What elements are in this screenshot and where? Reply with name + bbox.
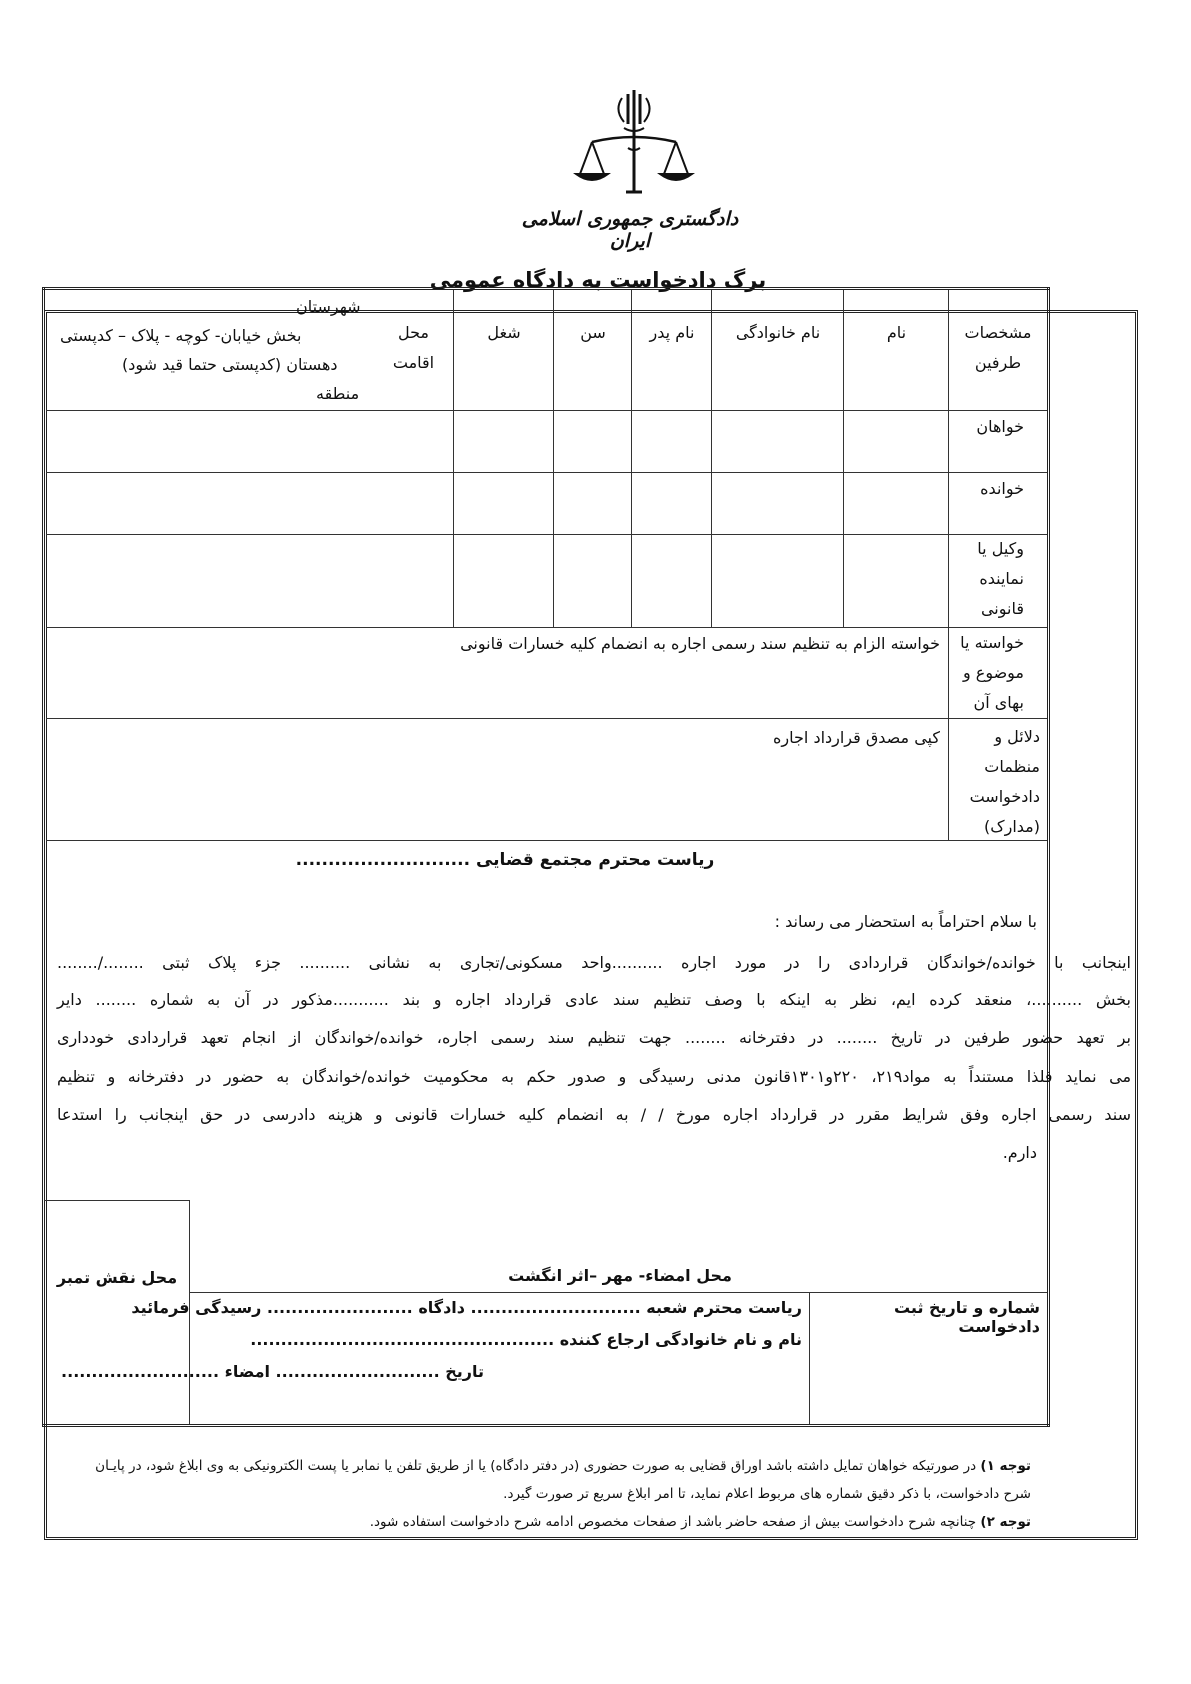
registration-label: شماره و تاریخ ثبت دادخواست bbox=[893, 1298, 1040, 1336]
letter-line: بخش ..........، منعقد کرده ایم، نظر به اینکه با وصف تنظیم سند عادی قرارداد اجاره و بند ...........مذکور در آن به شماره ........ دایر bbox=[57, 990, 1131, 1009]
letter-line: سند رسمی اجاره وفق شرایط مقرر در قرارداد اجاره مورخ / / به انضمام کلیه خسارات قانونی و هزینه دادرسی در حق اینجانب را استدعا bbox=[57, 1105, 1131, 1124]
iran-judiciary-emblem-icon bbox=[572, 88, 696, 206]
note-1-line-2: شرح دادخواست، با ذکر دقیق شماره های مربوط اعلام نماید، تا امر ابلاغ سریع تر صورت گیرد. bbox=[503, 1486, 1031, 1502]
row-plaintiff: خواهان bbox=[976, 417, 1024, 436]
row-agent: وکیل یا نماینده قانونی bbox=[977, 539, 1024, 618]
letter-line: بر تعهد حضور طرفین در تاریخ ........ در دفترخانه ........ جهت تنظیم سند رسمی اجاره، خوانده/خواندگان از انجام تعهد قراردادی خودداری bbox=[57, 1028, 1131, 1047]
col-father-name: نام پدر bbox=[649, 323, 695, 342]
page-title: برگ دادخواست به دادگاه عمومی bbox=[429, 268, 767, 292]
col-job: شغل bbox=[487, 323, 521, 342]
col-age: سن bbox=[580, 323, 606, 342]
letter-greeting: با سلام احتراماً به استحضار می رساند : bbox=[774, 912, 1037, 931]
note-2: توجه ۲) چنانچه شرح دادخواست بیش از صفحه حاضر باشد از صفحات مخصوص ادامه شرح دادخواست استفاده شود. bbox=[369, 1514, 1031, 1530]
address-format: شهرستان بخش خیابان- کوچه - پلاک – کدپستی دهستان (کدپستی حتما قید شود) منطقه bbox=[60, 297, 361, 403]
signature-place: محل امضاء- مهر –اثر انگشت bbox=[508, 1266, 732, 1285]
col-first-name: نام bbox=[886, 323, 907, 342]
date-signature-line: تاریخ ........................... امضاء .......................... bbox=[61, 1362, 484, 1381]
col-residence: محل اقامت bbox=[392, 323, 435, 372]
referral-line: ریاست محترم شعبه ............................ دادگاه ........................ رسیدگی فرمائید bbox=[131, 1298, 802, 1317]
letter-line: اینجانب با خوانده/خواندگان قراردادی را در مورد اجاره ..........واحد مسکونی/تجاری به نشانی .......... جزء پلاک ثبتی ......../........ bbox=[57, 953, 1131, 972]
referrer-name-line: نام و نام خانوادگی ارجاع کننده .................................................. bbox=[250, 1330, 802, 1349]
claim-label: خواسته یا موضوع و بهای آن bbox=[960, 633, 1024, 712]
letter-addressee: ریاست محترم مجتمع قضایی ........................... bbox=[295, 850, 715, 870]
row-defendant: خوانده bbox=[980, 479, 1024, 498]
parties-header: مشخصات طرفین bbox=[964, 323, 1032, 372]
letter-line: می نماید فلذا مستنداً به مواد۲۱۹، ۲۲۰و۱۳۰۱قانون مدنی رسیدگی و صدور حکم به محکومیت خوانده/خواندگان به حضور در دفترخانه و تنظیم bbox=[57, 1067, 1132, 1086]
evidence-value: کپی مصدق قرارداد اجاره bbox=[773, 728, 940, 747]
claim-value: خواسته الزام به تنظیم سند رسمی اجاره به انضمام کلیه خسارات قانونی bbox=[460, 634, 940, 653]
col-last-name: نام خانوادگی bbox=[735, 323, 821, 342]
evidence-label: دلائل و منظمات دادخواست (مدارک) bbox=[969, 727, 1040, 836]
note-1-line-1: توجه ۱) در صورتیکه خواهان تمایل داشته باشد اوراق قضایی به صورت حضوری (در دفتر دادگاه) یا از طریق تلفن یا نمابر یا پست الکترونیکی به وی ابلاغ شود، در پایـان bbox=[95, 1458, 1031, 1474]
letter-last-line: دارم. bbox=[1002, 1143, 1037, 1162]
brand-name: دادگستری جمهوری اسلامی ایران bbox=[521, 208, 739, 252]
stamp-place: محل نقش تمبر bbox=[56, 1268, 178, 1287]
